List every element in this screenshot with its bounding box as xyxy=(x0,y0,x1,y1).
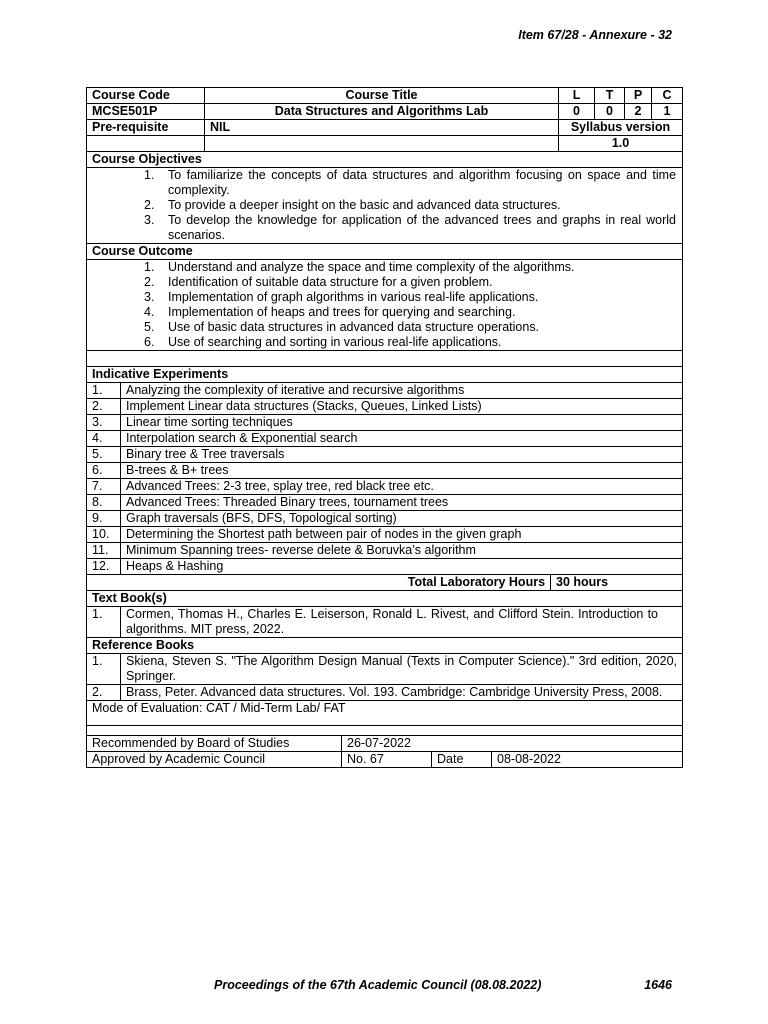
experiment-number: 2. xyxy=(87,399,121,415)
date-label: Date xyxy=(432,752,492,768)
academic-council-label: Approved by Academic Council xyxy=(87,752,342,768)
experiment-text: Advanced Trees: 2-3 tree, splay tree, red black tree etc. xyxy=(121,479,683,495)
text-books-heading-row xyxy=(87,591,683,607)
empty-cell xyxy=(87,136,205,152)
outcome-row xyxy=(87,260,683,351)
experiments-heading: Indicative Experiments xyxy=(87,367,683,383)
experiment-number: 12. xyxy=(87,559,121,575)
syllabus-version-label: Syllabus version xyxy=(559,120,683,136)
page-header-note: Item 67/28 - Annexure - 32 xyxy=(518,28,672,42)
academic-council-number: No. 67 xyxy=(342,752,432,768)
prereq-value: NIL xyxy=(205,120,559,136)
c-label: C xyxy=(652,88,683,104)
objectives-list xyxy=(92,168,676,243)
bos-label: Recommended by Board of Studies xyxy=(87,736,342,752)
experiment-text: Linear time sorting techniques xyxy=(121,415,683,431)
c-value: 1 xyxy=(652,104,683,120)
objective-item: To develop the knowledge for application of the advanced trees and graphs in real world scenarios. xyxy=(168,213,677,242)
experiment-number: 3. xyxy=(87,415,121,431)
experiment-number: 4. xyxy=(87,431,121,447)
outcome-list xyxy=(92,260,677,350)
total-hours-row xyxy=(87,575,683,591)
experiment-number: 10. xyxy=(87,527,121,543)
experiment-row xyxy=(87,559,683,575)
experiment-row xyxy=(87,383,683,399)
experiment-row xyxy=(87,399,683,415)
experiment-text: B-trees & B+ trees xyxy=(121,463,683,479)
experiment-text: Determining the Shortest path between pair of nodes in the given graph xyxy=(121,527,683,543)
page-footer-note: Proceedings of the 67th Academic Council (08.08.2022) xyxy=(214,978,542,992)
reference-book-number: 1. xyxy=(87,654,121,685)
experiment-row xyxy=(87,463,683,479)
outcome-item: Identification of suitable data structure for a given problem. xyxy=(168,275,493,289)
experiment-text: Advanced Trees: Threaded Binary trees, tournament trees xyxy=(121,495,683,511)
course-code: MCSE501P xyxy=(87,104,205,120)
objectives-heading: Course Objectives xyxy=(87,152,683,168)
objective-item: To provide a deeper insight on the basic and advanced data structures. xyxy=(168,198,561,212)
course-title: Data Structures and Algorithms Lab xyxy=(205,104,559,120)
outcome-heading: Course Outcome xyxy=(87,244,683,260)
experiment-text: Interpolation search & Exponential search xyxy=(121,431,683,447)
experiment-text: Binary tree & Tree traversals xyxy=(121,447,683,463)
bos-row xyxy=(87,736,683,752)
experiment-number: 9. xyxy=(87,511,121,527)
prereq-row xyxy=(87,120,683,136)
page-number: 1646 xyxy=(644,978,672,992)
text-book-number: 1. xyxy=(87,607,121,638)
experiment-number: 11. xyxy=(87,543,121,559)
text-books-heading: Text Book(s) xyxy=(87,591,683,607)
p-label: P xyxy=(625,88,652,104)
reference-book-row xyxy=(87,685,683,701)
syllabus-body xyxy=(86,87,682,768)
experiment-number: 1. xyxy=(87,383,121,399)
syllabus-version: 1.0 xyxy=(559,136,683,152)
text-book-entry: Cormen, Thomas H., Charles E. Leiserson, Ronald L. Rivest, and Clifford Stein. Introduction to algorithms. MIT press, 2022. xyxy=(121,607,683,638)
experiment-row xyxy=(87,511,683,527)
experiment-number: 7. xyxy=(87,479,121,495)
syllabus-grid xyxy=(86,87,683,736)
total-hours-label: Total Laboratory Hours xyxy=(87,575,551,591)
reference-book-row xyxy=(87,654,683,685)
objectives-row xyxy=(87,168,683,244)
approval-table xyxy=(86,735,683,768)
l-value: 0 xyxy=(559,104,595,120)
experiment-text: Heaps & Hashing xyxy=(121,559,683,575)
syllabus-version-row xyxy=(87,136,683,152)
reference-book-entry: Brass, Peter. Advanced data structures. Vol. 193. Cambridge: Cambridge University Press, 2008. xyxy=(121,685,683,701)
experiment-number: 5. xyxy=(87,447,121,463)
evaluation-mode: Mode of Evaluation: CAT / Mid-Term Lab/ FAT xyxy=(87,701,683,726)
evaluation-row xyxy=(87,701,683,726)
experiment-text: Analyzing the complexity of iterative and recursive algorithms xyxy=(121,383,683,399)
outcome-item: Implementation of heaps and trees for querying and searching. xyxy=(168,305,516,319)
experiment-row xyxy=(87,447,683,463)
reference-books-heading: Reference Books xyxy=(87,638,683,654)
outcome-item: Understand and analyze the space and time complexity of the algorithms. xyxy=(168,260,575,274)
course-code-label: Course Code xyxy=(87,88,205,104)
empty-cell xyxy=(205,136,559,152)
experiment-row xyxy=(87,543,683,559)
reference-books-heading-row xyxy=(87,638,683,654)
outcome-item: Use of searching and sorting in various real-life applications. xyxy=(168,335,502,349)
outcome-item: Use of basic data structures in advanced data structure operations. xyxy=(168,320,540,334)
experiment-row xyxy=(87,479,683,495)
experiment-row xyxy=(87,431,683,447)
l-label: L xyxy=(559,88,595,104)
bos-date: 26-07-2022 xyxy=(342,736,683,752)
prereq-label: Pre-requisite xyxy=(87,120,205,136)
t-value: 0 xyxy=(595,104,625,120)
reference-book-number: 2. xyxy=(87,685,121,701)
experiment-text: Implement Linear data structures (Stacks, Queues, Linked Lists) xyxy=(121,399,683,415)
objective-item: To familiarize the concepts of data structures and algorithm focusing on space and time complexity. xyxy=(168,168,677,197)
text-book-row xyxy=(87,607,683,638)
outcome-item: Implementation of graph algorithms in various real-life applications. xyxy=(168,290,539,304)
course-header-row xyxy=(87,88,683,104)
experiment-text: Minimum Spanning trees- reverse delete & Boruvka’s algorithm xyxy=(121,543,683,559)
experiment-text: Graph traversals (BFS, DFS, Topological sorting) xyxy=(121,511,683,527)
reference-book-entry: Skiena, Steven S. "The Algorithm Design Manual (Texts in Computer Science)." 3rd edition, 2020, Springer. xyxy=(121,654,683,685)
experiment-row xyxy=(87,415,683,431)
p-value: 2 xyxy=(625,104,652,120)
experiment-row xyxy=(87,527,683,543)
academic-council-row xyxy=(87,752,683,768)
objectives-heading-row xyxy=(87,152,683,168)
t-label: T xyxy=(595,88,625,104)
academic-council-date: 08-08-2022 xyxy=(492,752,683,768)
experiment-number: 6. xyxy=(87,463,121,479)
outcome-heading-row xyxy=(87,244,683,260)
experiment-number: 8. xyxy=(87,495,121,511)
experiments-heading-row xyxy=(87,367,683,383)
experiment-row xyxy=(87,495,683,511)
course-info-row xyxy=(87,104,683,120)
total-hours-value: 30 hours xyxy=(551,575,683,591)
spacer-row xyxy=(87,351,683,367)
course-title-label: Course Title xyxy=(205,88,559,104)
